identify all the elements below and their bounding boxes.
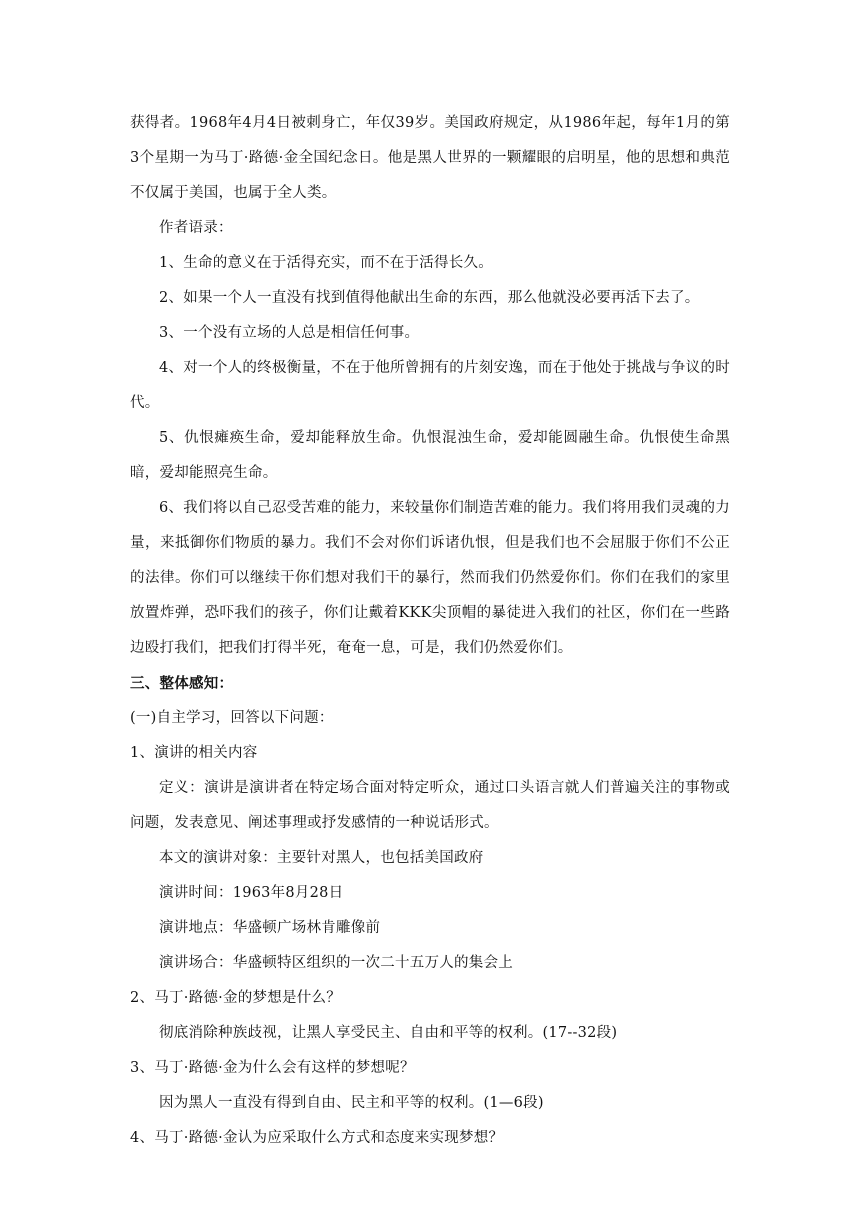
speech-location: 演讲地点：华盛顿广场林肯雕像前 bbox=[159, 920, 381, 936]
question-4: 4、马丁·路德·金认为应采取什么方式和态度来实现梦想？ bbox=[130, 1130, 504, 1146]
question-1: 1、演讲的相关内容 bbox=[130, 745, 258, 761]
quote-item-2: 2、如果一个人一直没有找到值得他献出生命的东西，那么他就没必要再活下去了。 bbox=[159, 290, 700, 306]
document-body bbox=[130, 106, 730, 1156]
speech-occasion: 演讲场合：华盛顿特区组织的一次二十五万人的集会上 bbox=[159, 955, 513, 971]
speech-definition: 定义：演讲是演讲者在特定场合面对特定听众，通过口头语言就人们普遍关注的事物或问题，发表意见、阐述事理或抒发感情的一种说话形式。 bbox=[130, 780, 730, 831]
subsection-heading-self-study: (一)自主学习，回答以下问题： bbox=[130, 710, 334, 726]
answer-2: 彻底消除种族歧视，让黑人享受民主、自由和平等的权利。(17--32段) bbox=[159, 1025, 618, 1041]
quote-item-6: 6、我们将以自己忍受苦难的能力，来较量你们制造苦难的能力。我们将用我们灵魂的力量，来抵御你们物质的暴力。我们不会对你们诉诸仇恨，但是我们也不会屈服于你们不公正的法律。你们可以继续干你们想对我们干的暴行，然而我们仍然爱你们。你们在我们的家里放置炸弹，恐吓我们的孩子，你们让戴着KKK尖顶帽的暴徒进入我们的社区，你们在一些路边殴打我们，把我们打得半死，奄奄一息，可是，我们仍然爱你们。 bbox=[130, 500, 730, 656]
answer-3: 因为黑人一直没有得到自由、民主和平等的权利。(1—6段) bbox=[159, 1095, 544, 1111]
quote-item-4: 4、对一个人的终极衡量，不在于他所曾拥有的片刻安逸，而在于他处于挑战与争议的时代。 bbox=[130, 360, 730, 411]
speech-time: 演讲时间：1963年8月28日 bbox=[159, 885, 344, 901]
quote-item-5: 5、仇恨瘫痪生命，爱却能释放生命。仇恨混浊生命，爱却能圆融生命。仇恨使生命黑暗，爱却能照亮生命。 bbox=[130, 430, 730, 481]
speech-audience: 本文的演讲对象：主要针对黑人，也包括美国政府 bbox=[159, 850, 484, 866]
biography-paragraph: 获得者。1968年4月4日被刺身亡，年仅39岁。美国政府规定，从1986年起，每年1月的第3个星期一为马丁·路德·金全国纪念日。他是黑人世界的一颗耀眼的启明星，他的思想和典范不仅属于美国，也属于全人类。 bbox=[130, 115, 730, 201]
quote-item-3: 3、一个没有立场的人总是相信任何事。 bbox=[159, 325, 420, 341]
quote-item-1: 1、生命的意义在于活得充实，而不在于活得长久。 bbox=[159, 255, 493, 271]
section-heading-overall-perception: 三、整体感知： bbox=[130, 675, 234, 692]
question-3: 3、马丁·路德·金为什么会有这样的梦想呢？ bbox=[130, 1060, 415, 1076]
question-2: 2、马丁·路德·金的梦想是什么？ bbox=[130, 990, 341, 1006]
quotes-heading: 作者语录： bbox=[159, 220, 233, 236]
